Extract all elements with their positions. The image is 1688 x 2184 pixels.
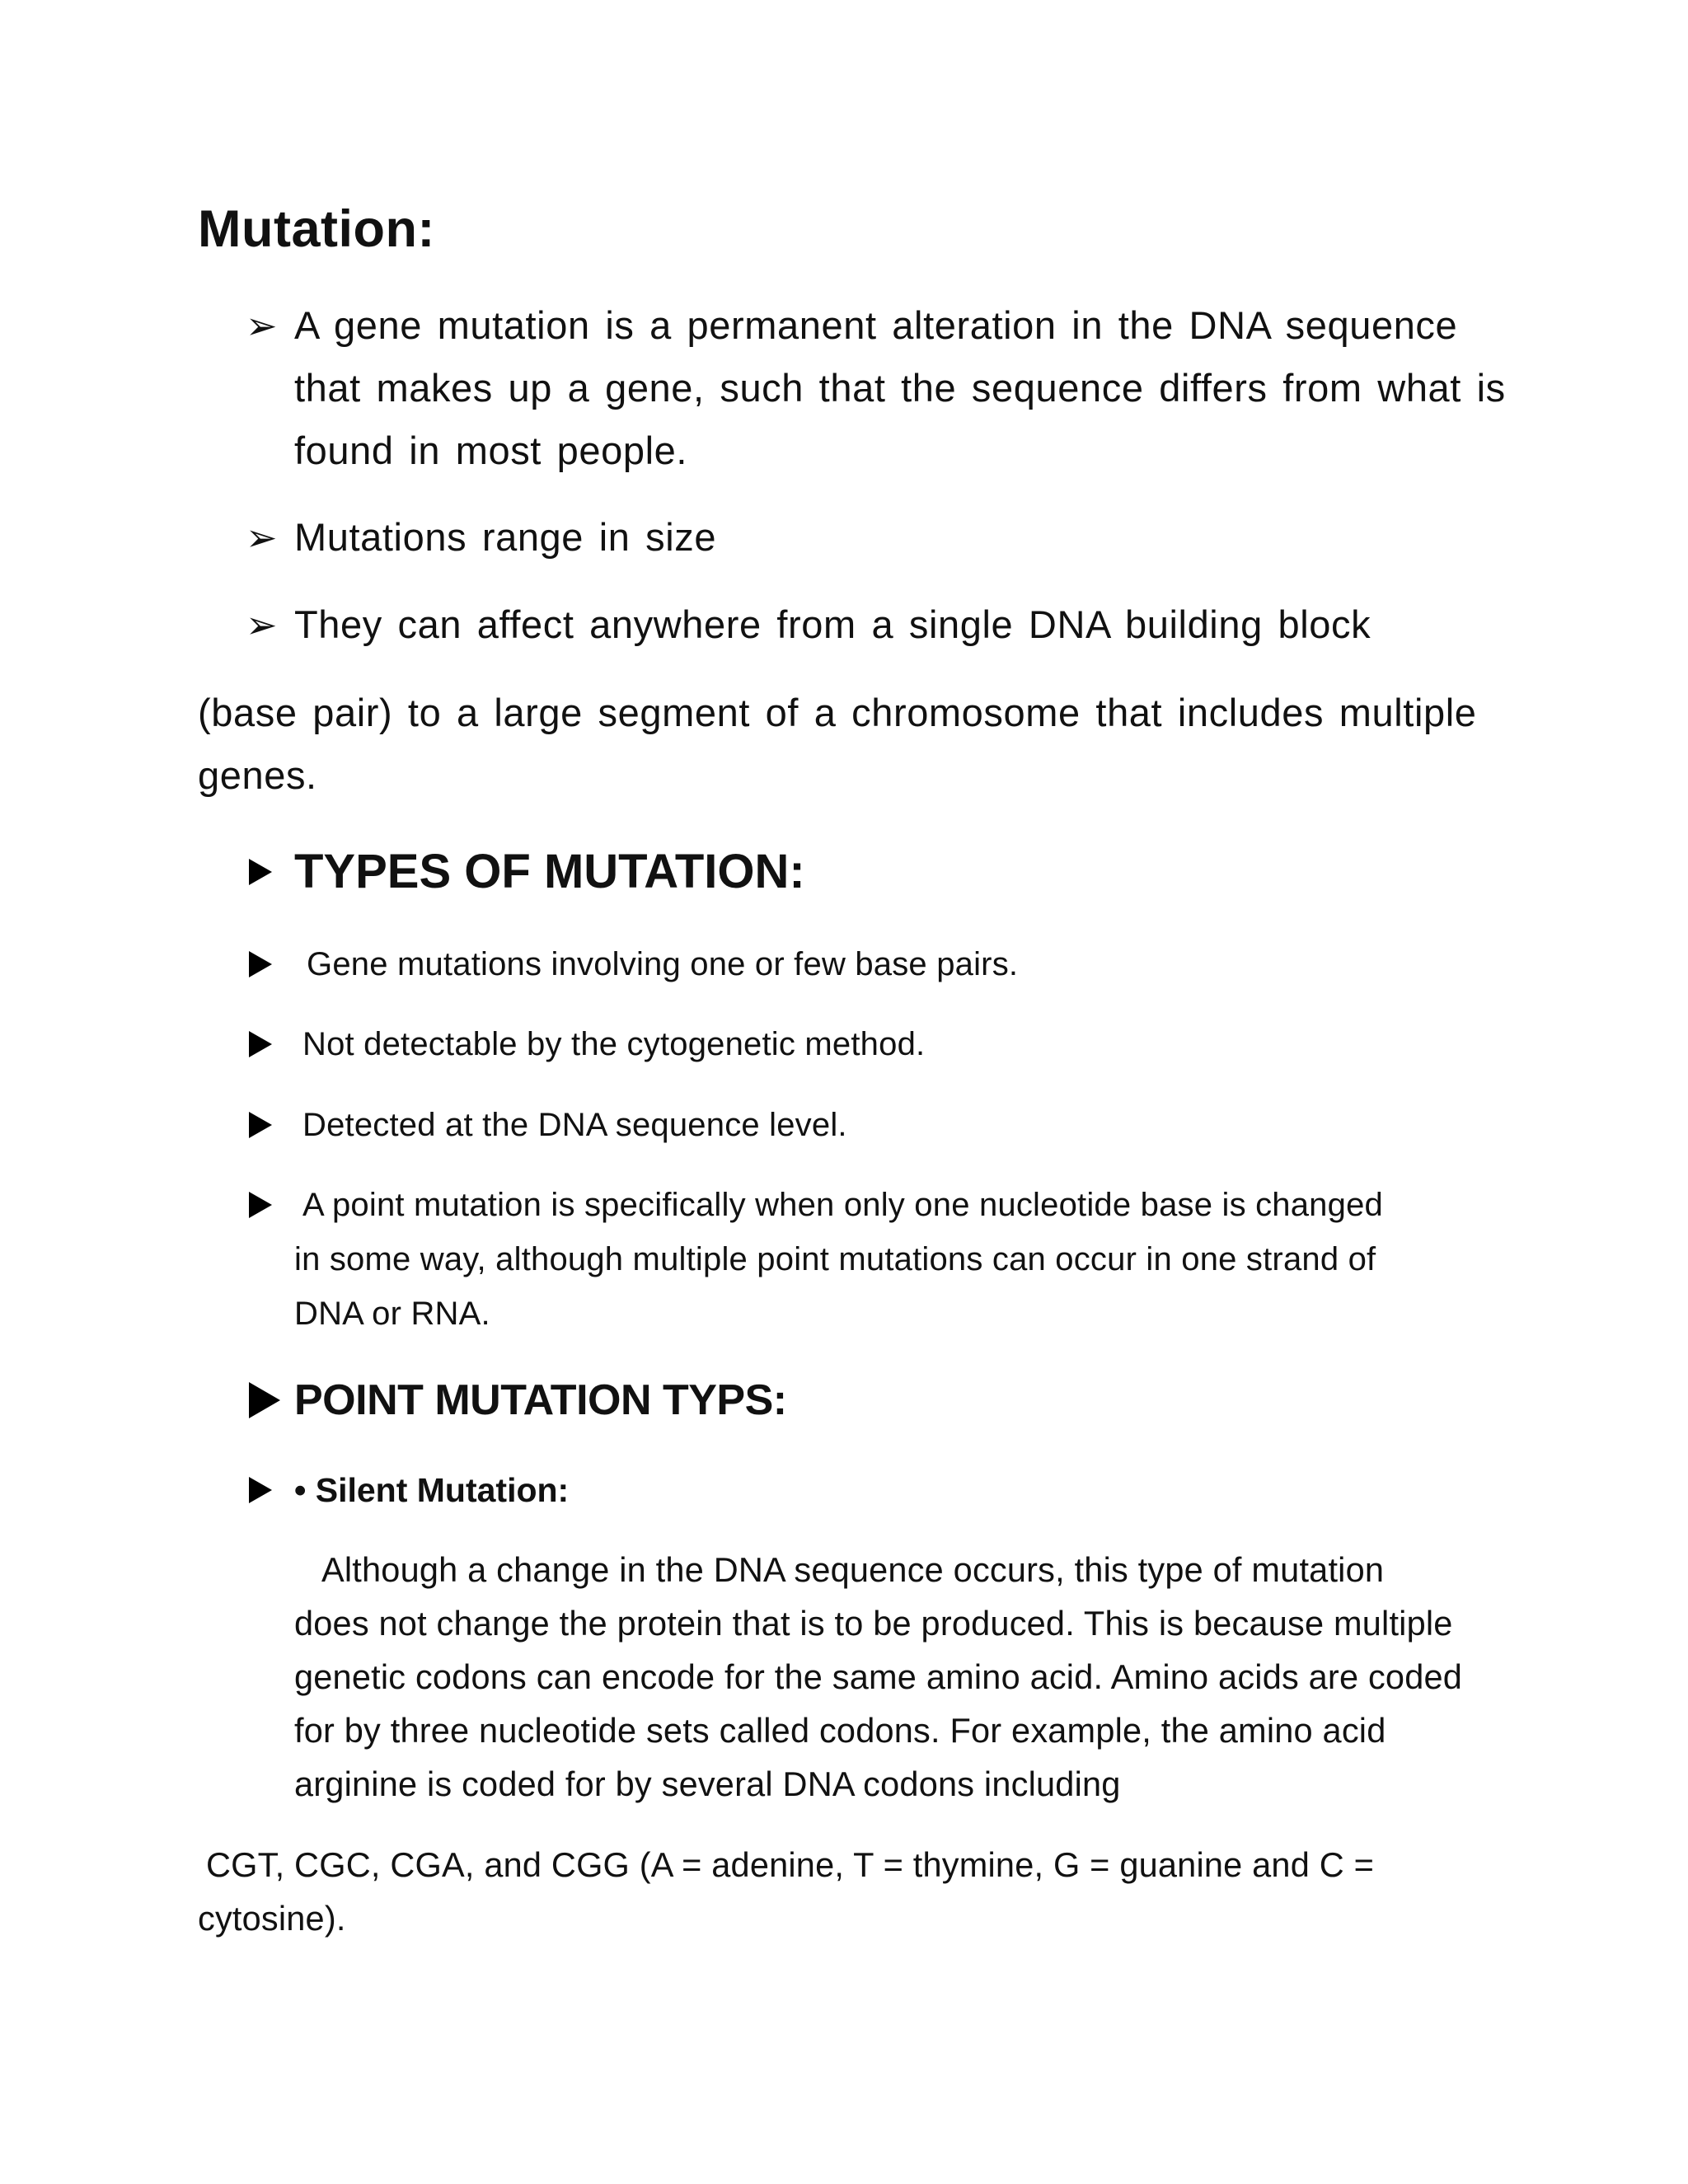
intro-bullet-3: They can affect anywhere from a single DNA building block <box>294 602 1372 646</box>
types-bullet-4 <box>294 1178 1383 1341</box>
point-mutation-heading: POINT MUTATION TYPS: <box>294 1376 787 1424</box>
continuation-line-2: genes. <box>198 753 317 797</box>
types-bullet-4-line-3: DNA or RNA. <box>294 1296 490 1332</box>
chevron-bullet-icon: ➢ <box>246 303 278 348</box>
page-title: Mutation: <box>198 200 435 258</box>
closing-line-1: CGT, CGC, CGA, and CGG (A = adenine, T = thymine, G = guanine and C = <box>206 1845 1375 1884</box>
types-bullet-4-line-2: in some way, although multiple point mutations can occur in one strand of <box>294 1241 1376 1277</box>
silent-line-4: for by three nucleotide sets called codons. For example, the amino acid <box>294 1711 1386 1750</box>
types-bullet-4-line-1: A point mutation is specifically when only one nucleotide base is changed <box>302 1187 1383 1223</box>
triangle-bullet-icon <box>249 951 272 977</box>
silent-line-1: Although a change in the DNA sequence occurs, this type of mutation <box>321 1550 1385 1589</box>
intro-bullet-1 <box>294 294 1506 482</box>
intro-bullet-1-line-1: A gene mutation is a permanent alteration in the DNA sequence <box>294 303 1458 347</box>
continuation-paragraph <box>198 682 1477 807</box>
triangle-bullet-icon <box>249 1192 272 1218</box>
intro-bullet-2: Mutations range in size <box>294 515 717 559</box>
closing-paragraph <box>198 1838 1374 1945</box>
continuation-line-1: (base pair) to a large segment of a chromosome that includes multiple <box>198 691 1477 734</box>
intro-bullet-1-line-3: found in most people. <box>294 429 688 472</box>
triangle-bullet-icon <box>249 1112 272 1138</box>
chevron-bullet-icon: ➢ <box>246 602 278 647</box>
closing-line-2: cytosine). <box>198 1899 346 1938</box>
intro-bullet-1-line-2: that makes up a gene, such that the sequence differs from what is <box>294 366 1506 410</box>
triangle-bullet-icon <box>249 1382 280 1418</box>
types-bullet-1: Gene mutations involving one or few base pairs. <box>307 946 1019 982</box>
triangle-bullet-icon <box>249 859 272 885</box>
silent-line-5: arginine is coded for by several DNA codons including <box>294 1765 1121 1803</box>
types-bullet-2: Not detectable by the cytogenetic method. <box>302 1026 926 1062</box>
chevron-bullet-icon: ➢ <box>246 515 278 560</box>
silent-mutation-paragraph <box>294 1543 1462 1811</box>
triangle-bullet-icon <box>249 1477 272 1503</box>
silent-mutation-label: • Silent Mutation: <box>294 1471 570 1509</box>
triangle-bullet-icon <box>249 1031 272 1057</box>
types-bullet-3: Detected at the DNA sequence level. <box>302 1107 847 1143</box>
types-heading: TYPES OF MUTATION: <box>294 845 805 898</box>
silent-line-2: does not change the protein that is to be produced. This is because multiple <box>294 1604 1453 1643</box>
silent-line-3: genetic codons can encode for the same amino acid. Amino acids are coded <box>294 1657 1463 1696</box>
